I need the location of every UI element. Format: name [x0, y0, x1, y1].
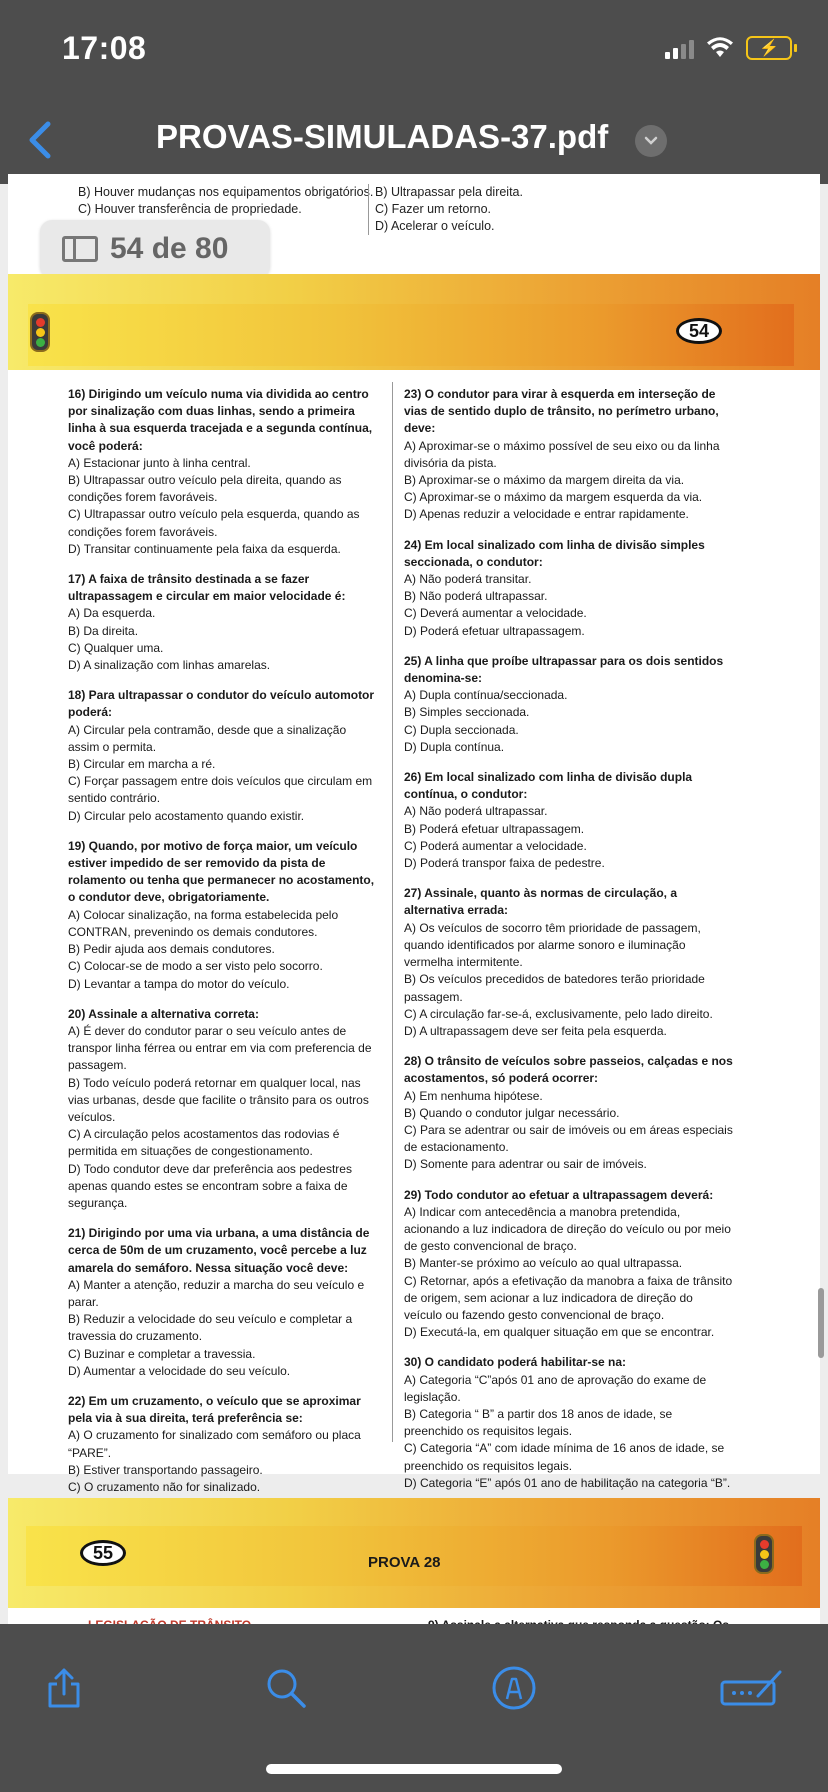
status-time: 17:08 — [62, 30, 147, 66]
back-chevron-icon[interactable] — [22, 118, 56, 162]
answer-option: B) Estiver transportando passageiro. — [68, 1462, 263, 1477]
prev-page-left-column — [78, 184, 373, 218]
answer-option: D) Poderá efetuar ultrapassagem. — [404, 623, 585, 638]
scrollbar-thumb[interactable] — [818, 1288, 824, 1358]
answer-option: D) Transitar continuamente pela faixa da esquerda. — [68, 541, 341, 556]
battery-charging-icon — [746, 36, 792, 60]
question-block — [404, 537, 734, 640]
answer-option: C) Categoria “A” com idade mínima de 16 anos de idade, se preenchido os requisitos legais. — [404, 1441, 725, 1473]
answer-option: D) A ultrapassagem deve ser feita pela esquerda. — [404, 1023, 667, 1038]
question-title: 18) Para ultrapassar o condutor do veículo automotor poderá: — [68, 688, 375, 720]
answer-option: B) Circular em marcha a ré. — [68, 757, 216, 772]
answer-option: D) Dupla contínua. — [404, 739, 505, 754]
answer-option: A) O cruzamento for sinalizado com semáforo ou placa “PARE”. — [68, 1428, 361, 1460]
answer-option: A) Manter a atenção, reduzir a marcha do seu veículo e parar. — [68, 1277, 365, 1309]
question-block — [404, 1053, 734, 1173]
answer-option: A) É dever do condutor parar o seu veículo antes de transpor linha férrea ou entrar em via com preferencia de passagem. — [68, 1023, 372, 1073]
answer-option: B) Da direita. — [68, 623, 139, 638]
answer-option: B) Quando o condutor julgar necessário. — [404, 1105, 620, 1120]
prev-page-right-column — [368, 184, 523, 235]
prev-left-line: C) Houver transferência de propriedade. — [78, 202, 302, 216]
answer-option: B) Os veículos precedidos de batedores terão prioridade passagem. — [404, 972, 705, 1004]
question-title: 19) Quando, por motivo de força maior, um veículo estiver impedido de ser removido da pista de rolamento ou tenha que permanecer no acostamento, o condutor deve, obrigatoriamente. — [68, 838, 375, 905]
answer-option: B) Manter-se próximo ao veículo ao qual ultrapassa. — [404, 1256, 683, 1271]
answer-option: A) Colocar sinalização, na forma estabelecida pelo CONTRAN, prevenindo os demais condutores. — [68, 907, 339, 939]
answer-option: C) A circulação far-se-á, exclusivamente, pelo lado direito. — [404, 1006, 713, 1021]
question-title: 27) Assinale, quanto às normas de circulação, a alternativa errada: — [404, 886, 677, 918]
answer-option: A) Os veículos de socorro têm prioridade de passagem, quando identificados por alarme sonoro e iluminação vermelha intermitente. — [404, 920, 701, 970]
page-header-band — [8, 274, 820, 370]
status-and-nav-bar — [0, 0, 828, 184]
markup-pen-icon — [491, 1665, 537, 1711]
question-block — [404, 769, 734, 872]
answer-option: B) Todo veículo poderá retornar em qualquer local, nas vias urbanas, desde que facilite o trânsito para os outros veículos. — [68, 1075, 369, 1124]
answer-option: C) Para se adentrar ou sair de imóveis ou em áreas especiais de estacionamento. — [404, 1122, 733, 1155]
prova-title: PROVA 28 — [368, 1554, 441, 1571]
battery-bolt: ⚡ — [759, 40, 779, 57]
markup-button[interactable] — [484, 1658, 544, 1718]
question-block — [404, 885, 734, 1040]
answer-option: D) Somente para adentrar ou sair de imóveis. — [404, 1157, 647, 1172]
question-title: 21) Dirigindo por uma via urbana, a uma distância de cerca de 50m de um cruzamento, você percebe a luz amarela do semáforo. Nessa situação você deve: — [68, 1226, 370, 1275]
question-title: 20) Assinale a alternativa correta: — [68, 1006, 259, 1021]
answer-option: C) Buzinar e completar a travessia. — [68, 1346, 256, 1361]
question-block — [68, 1006, 380, 1212]
answer-option: C) Poderá aumentar a velocidade. — [404, 838, 587, 853]
answer-option: A) Não poderá ultrapassar. — [404, 804, 548, 819]
answer-option: B) Aproximar-se o máximo da margem direita da via. — [404, 473, 685, 488]
answer-option: B) Simples seccionada. — [404, 705, 530, 720]
wifi-icon — [706, 37, 734, 59]
answer-option: C) Colocar-se de modo a ser visto pelo socorro. — [68, 959, 323, 974]
answer-option: B) Não poderá ultrapassar. — [404, 589, 548, 604]
left-question-column — [68, 386, 380, 1526]
question-block — [68, 1393, 380, 1513]
question-block — [68, 838, 380, 993]
answer-option: B) Pedir ajuda aos demais condutores. — [68, 942, 275, 957]
question-title: 25) A linha que proíbe ultrapassar para os dois sentidos denomina-se: — [404, 653, 724, 686]
question-block — [404, 653, 734, 756]
question-title: 16) Dirigindo um veículo numa via dividida ao centro por sinalização com duas linhas, sendo a primeira linha à sua esquerda tracejada e a segunda contínua, você poderá: — [68, 387, 373, 453]
answer-option: D) Executá-la, em qualquer situação em que se encontrar. — [404, 1325, 715, 1340]
question-block — [404, 386, 734, 524]
answer-option: B) Poderá efetuar ultrapassagem. — [404, 821, 585, 836]
answer-option: C) O cruzamento não for sinalizado. — [68, 1479, 261, 1494]
answer-option: D) Aumentar a velocidade do seu veículo. — [68, 1363, 291, 1378]
answer-option: A) Dupla contínua/seccionada. — [404, 688, 568, 703]
question-block — [68, 1225, 380, 1380]
question-block — [68, 687, 380, 825]
pdf-viewer[interactable] — [0, 184, 828, 1624]
question-title: 17) A faixa de trânsito destinada a se fazer ultrapassagem e circular em maior velocidade é: — [68, 572, 346, 604]
answer-option: A) Indicar com antecedência a manobra pretendida, acionando a luz indicadora de direção do veículo ou por meio de gesto convencional de braço. — [404, 1204, 731, 1254]
column-divider — [392, 382, 393, 1442]
answer-option: D) A sinalização com linhas amarelas. — [68, 658, 271, 673]
answer-option: D) Levantar a tampa do motor do veículo. — [68, 976, 290, 991]
search-button[interactable] — [256, 1658, 316, 1718]
question-title: 30) O candidato poderá habilitar-se na: — [404, 1355, 627, 1370]
sidebar-thumbnails-icon — [62, 236, 98, 262]
answer-option: A) Da esquerda. — [68, 606, 156, 621]
question-title: 23) O condutor para virar à esquerda em interseção de vias de sentido duplo de trânsito, no perímetro urbano, deve: — [404, 387, 719, 436]
answer-option: D) Circular pelo acostamento quando existir. — [68, 808, 305, 823]
next-page-header-band — [8, 1498, 820, 1608]
prev-right-line: C) Fazer um retorno. — [375, 202, 492, 216]
document-title[interactable]: PROVAS-SIMULADAS-37.pdf — [156, 118, 609, 155]
page-indicator-text: 54 de 80 — [110, 232, 229, 265]
cellular-signal-icon — [665, 37, 694, 59]
answer-option: A) Categoria “C”após 01 ano de aprovação do exame de legislação. — [404, 1372, 707, 1404]
prev-right-line: D) Acelerar o veículo. — [375, 219, 495, 233]
right-question-column — [404, 386, 734, 1505]
prev-left-line: B) Houver mudanças nos equipamentos obrigatórios. — [78, 185, 374, 199]
share-icon — [44, 1666, 84, 1710]
answer-option: D) Todo condutor deve dar preferência aos pedestres apenas quando estes se encontram sobre a faixa de segurança. — [68, 1161, 352, 1210]
prev-right-line: B) Ultrapassar pela direita. — [375, 185, 523, 199]
answer-option: D) Apenas reduzir a velocidade e entrar rapidamente. — [404, 507, 689, 522]
answer-option: C) Aproximar-se o máximo da margem esquerda da via. — [404, 490, 703, 505]
traffic-light-icon — [30, 312, 50, 352]
question-title: 24) Em local sinalizado com linha de divisão simples seccionada, o condutor: — [404, 537, 705, 569]
home-indicator[interactable] — [266, 1764, 562, 1774]
question-title: 26) Em local sinalizado com linha de divisão dupla contínua, o condutor: — [404, 770, 693, 802]
status-icons — [665, 36, 792, 60]
signature-icon — [718, 1666, 786, 1710]
answer-option: B) Categoria “ B” a partir dos 18 anos de idade, se preenchido os requisitos legais. — [404, 1406, 673, 1439]
answer-option: C) Forçar passagem entre dois veículos que circulam em sentido contrário. — [68, 774, 373, 806]
pdf-page-54 — [8, 274, 820, 1494]
question-title: 22) Em um cruzamento, o veículo que se aproximar pela via à sua direita, terá preferência se: — [68, 1393, 361, 1426]
question-block — [68, 386, 380, 558]
answer-option: A) Aproximar-se o máximo possível de seu eixo ou da linha divisória da pista. — [404, 438, 720, 470]
question-block — [404, 1354, 734, 1492]
answer-option: A) Estacionar junto à linha central. — [68, 455, 251, 470]
answer-option: D) Categoria “E” após 01 ano de habilitação na categoria “B”. — [404, 1475, 731, 1490]
question-block — [68, 571, 380, 674]
next-page-number-badge: 55 — [80, 1540, 126, 1566]
page-indicator[interactable] — [40, 220, 270, 278]
answer-option: D) Poderá transpor faixa de pedestre. — [404, 856, 605, 871]
answer-option: B) Ultrapassar outro veículo pela direita, quando as condições forem favoráveis. — [68, 473, 342, 505]
signature-button[interactable] — [712, 1658, 792, 1718]
answer-option: A) Não poderá transitar. — [404, 572, 532, 587]
question-title: 29) Todo condutor ao efetuar a ultrapassagem deverá: — [404, 1187, 714, 1202]
share-button[interactable] — [34, 1658, 94, 1718]
answer-option: C) Dupla seccionada. — [404, 722, 519, 737]
answer-option: C) Deverá aumentar a velocidade. — [404, 606, 587, 621]
answer-option: A) Em nenhuma hipótese. — [404, 1088, 543, 1103]
answer-option: C) A circulação pelos acostamentos das rodovias é permitida em situações de congestionamento. — [68, 1127, 340, 1159]
title-menu-chevron-icon[interactable] — [635, 125, 667, 157]
answer-option: C) Retornar, após a efetivação da manobra a faixa de trânsito de origem, sem acionar a luz indicadora de direção do veículo ou fazendo gesto convencional de braço. — [404, 1273, 733, 1322]
search-icon — [264, 1666, 308, 1710]
question-block — [404, 1187, 734, 1342]
answer-option: C) Qualquer uma. — [68, 640, 164, 655]
question-title: 28) O trânsito de veículos sobre passeios, calçadas e nos acostamentos, só poderá ocorrer: — [404, 1054, 733, 1086]
answer-option: B) Reduzir a velocidade do seu veículo e completar a travessia do cruzamento. — [68, 1312, 353, 1344]
traffic-light-icon — [754, 1534, 774, 1574]
page-number-badge: 54 — [676, 318, 722, 344]
answer-option: A) Circular pela contramão, desde que a sinalização assim o permita. — [68, 722, 347, 754]
answer-option: C) Ultrapassar outro veículo pela esquerda, quando as condições forem favoráveis. — [68, 507, 360, 539]
